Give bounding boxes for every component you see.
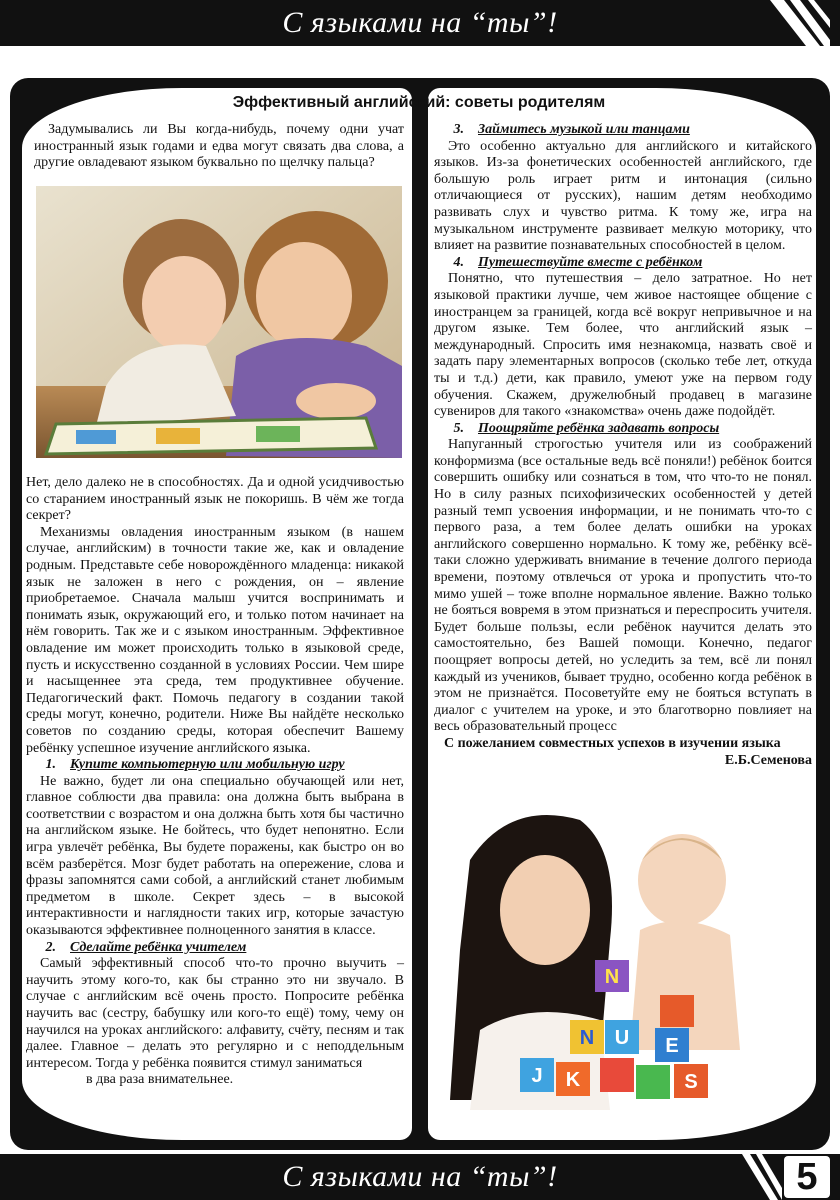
tip-1-heading [26,757,404,774]
tip-4-text: Понятно, что путешествия – дело затратное. Но нет языковой практики лучше, чем живое настоящее общение с иностранцем за границей, когда всё вокруг непривычное и на другом языке. Тем более, что английский язык – международный. Спросить имя незнакомца, назвать своё и задать пару элементарных вопросов (сколько тебе лет, откуда ты и т.д.) дети, как правило, умеют уже на первом году обучения. Скажем, дружелюбный продавец в магазине сувениров для такого «знакомства» очень даже подойдёт. [434,271,812,420]
toy-block-7-letter: K [565,1069,581,1091]
tip-4-heading [434,255,812,272]
photo-mother-daughter-reading [36,186,402,458]
toy-block-6 [520,1058,554,1092]
paragraph-1: Нет, дело далеко не в способностях. Да и одной усидчивостью со старанием иностранный язык не покоришь. В чём же тогда секрет? [26,475,404,524]
tip-2-heading [26,940,404,957]
toy-block-5-letter: E [665,1035,679,1057]
toy-block-10-letter: S [684,1071,698,1093]
toy-block-3 [570,1020,604,1054]
tip-3-heading [434,122,812,139]
paragraph-2: Механизмы овладения иностранным языком (в нашем случае, английским) в точности такие же, как и овладение родным. Представьте себе новорождённого младенца: никакой язык не заложен в него с рождения, он – явление приобретаемое. Сначала малыш учится воспринимать и понимать язык, окружающий его, и только потом начинает на нём говорить. Так же и с языком иностранным. Эффективное овладение им может происходить только в языковой среде, пусть и искусственно созданной в условиях России. Чем шире и насыщеннее эта среда, тем продуктивнее обучение. Педагогический факт. Помочь педагогу в создании такой среды могут, конечно, родители. Ниже Вы найдёте несколько советов по созданию среды, которая обеспечит Вашему ребёнку успешное изучение английского языка. [26,524,404,756]
footer-band [0,1154,840,1200]
photo-mother-toddler-blocks [450,800,790,1110]
tip-3-title: Займитесь музыкой или танцами [478,122,690,137]
header-title: С языками на “ты”! [282,6,558,39]
toy-block-2 [660,995,694,1027]
right-column-text [434,122,812,769]
footer-title: С языками на “ты”! [282,1160,558,1193]
toy-block-4 [605,1020,639,1054]
footer-stripes-decoration [742,1154,782,1200]
toy-block-5 [655,1028,689,1062]
tip-5-number: 5. [453,420,464,436]
left-column-text [26,475,404,1089]
toy-block-3-letter: N [579,1027,595,1049]
header-band [0,0,840,46]
page-number: 5 [784,1156,830,1198]
tip-2-tail: в два раза внимательнее. [86,1072,234,1088]
toy-block-4-letter: U [614,1027,630,1049]
header-stripes-decoration [750,0,830,46]
tip-2-number: 2. [45,939,56,955]
tip-2-text: Самый эффективный способ что-то прочно выучить – научить этому кого-то, как бы странно это ни звучало. В случае с английским всё очень просто. Попросите ребёнка научить вас (сестру, бабушку или кого-то ещё) тому, чему он научился на уроках английского: алфавиту, счёту, песням и так далее. Главное – делать это регулярно и с неподдельным интересом. Тогда у ребёнка появится стимул заниматься [26,956,404,1071]
intro-block [34,122,404,172]
toy-block-9 [636,1065,670,1099]
toy-block-7 [556,1062,590,1096]
toy-block-1-letter: N [604,966,620,988]
toy-block-6-letter: J [531,1065,543,1087]
book-picture-3 [256,426,300,442]
tip-1-number: 1. [45,757,56,773]
toy-block-1 [595,960,629,992]
closing-wish: С пожеланием совместных успехов в изучении языка [444,735,781,751]
book-picture-1 [76,430,116,444]
tip-4-title: Путешествуйте вместе с ребёнком [478,254,703,270]
tip-1-title: Купите компьютерную или мобильную игру [70,757,345,773]
tip-5-title: Поощряйте ребёнка задавать вопросы [478,420,720,436]
toy-block-8 [600,1058,634,1092]
toy-block-10 [674,1064,708,1098]
tip-5-text: Напуганный строгостью учителя или из соображений конформизма (все остальные ведь всё поняли!) ребёнок боится совершить ошибку или сознаться в том, что что-то не понял. Но в силу разных психофизических особенностей у детей разный темп усвоения информации, и не понимать что-то с первого раза, а тем более делать ошибки на уроках английского совершенно нормально. К тому же, ребёнку всё-таки сложно удерживать внимание в течение долгого периода времени, поэтому отвлечься от урока и пропустить что-то мимо ушей – тоже вполне нормальное явление. Важно только не бояться вовремя в этом признаться и переспросить учителя. Будет больше пользы, если ребёнок научится делать это самостоятельно, без Вашей помощи. Конечно, педагог поощряет вопросы детей, но уследить за тем, всё ли понял каждый из учеников, бывает трудно, особенно когда ребёнок в этом не признаётся. Посоветуйте ему не бояться вступать в диалог с учителем на уроке, и это благотворно повлияет на весь образовательный процесс [434,437,812,735]
intro-paragraph: Задумывались ли Вы когда-нибудь, почему одни учат иностранный язык годами и едва могут связать два слова, а другие овладевают языком буквально по щелчку пальца? [34,122,404,171]
tip-5-heading [434,421,812,438]
tip-4-number: 4. [453,254,464,270]
tip-3-number: 3. [453,122,464,137]
tip-2-title: Сделайте ребёнка учителем [70,939,247,955]
author-signature: Е.Б.Семенова [724,752,812,768]
tip-3-text: Это особенно актуально для английского и китайского языков. Из-за фонетических особенностей английского, где большую роль играет ритм и интонация (сильно отличающиеся от русских), нашим детям необходимо развивать слух и чувство ритма. К тому же, игра на музыкальном инструменте развивает мелкую моторику, что влияет на развитие познавательных способностей в целом. [434,138,812,254]
tip-1-text: Не важно, будет ли она специально обучающей или нет, главное соблюсти два правила: она должна быть выбрана в соответствии с возрастом и она должна быть хотя бы частично на английском языке. Не бойтесь, что будет непонятно. Если игра увлечёт ребёнка, Вы будете поражены, как быстро он во всём разберётся. Мозг будет работать на опережение, слова и фразы запомнятся сами собой, а английский станет любимым предметом в школе. Секрет здесь – в высокой интерактивности и наглядности таких игр, которые зачастую оказываются эффективнее полноценного занятия в классе. [26,773,404,939]
book-picture-2 [156,428,200,444]
article-title: Эффективный английский: советы родителям [232,94,606,111]
